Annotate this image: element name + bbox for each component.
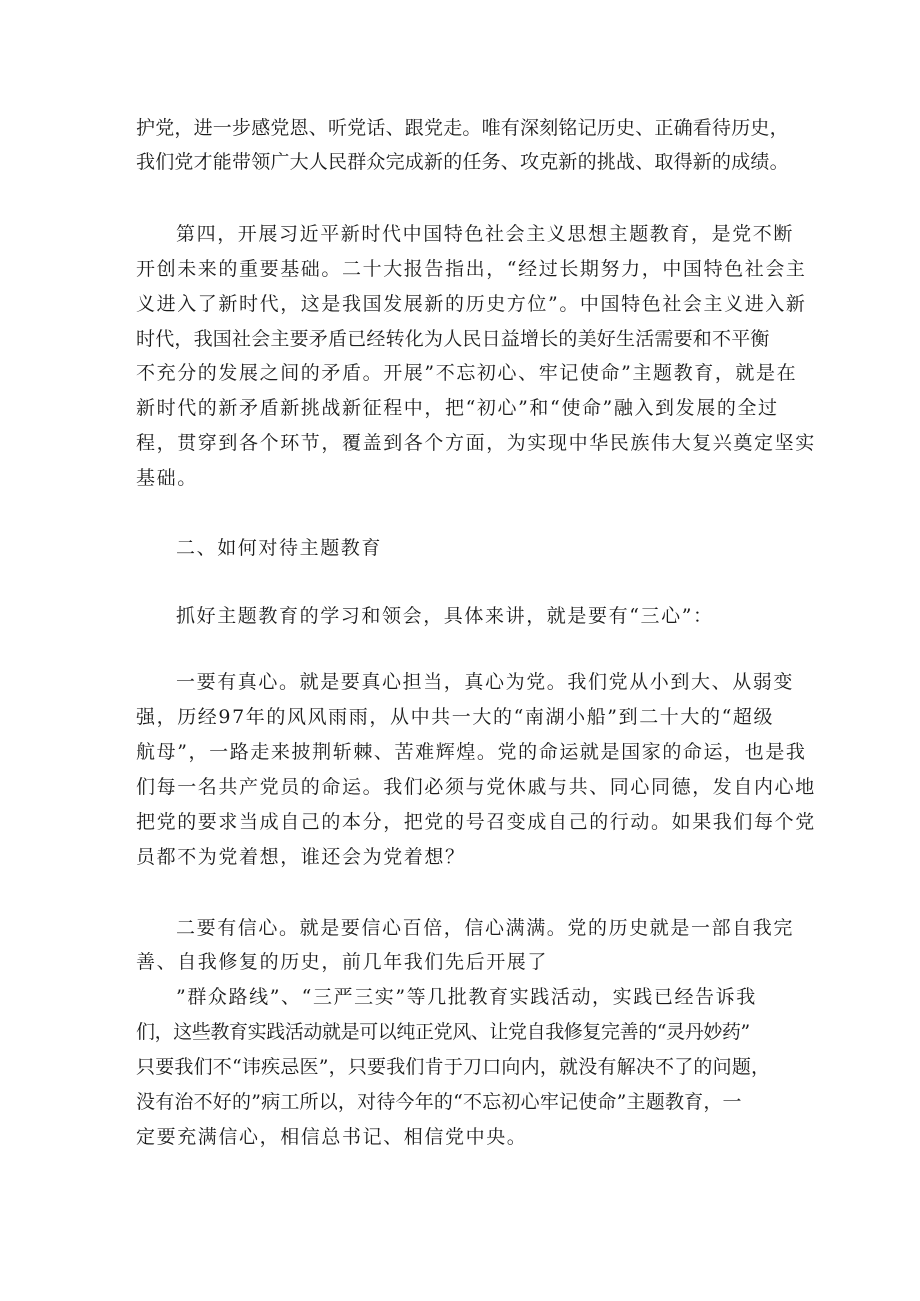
paragraph-4-line-4: 们每一名共产党员的命运。我们必须与党休戚与共、同心同德，发自内心地	[136, 776, 816, 798]
paragraph-2-line-6: 新时代的新矛盾新挑战新征程中，把“初心”和“使命”融入到发展的全过	[136, 397, 779, 419]
paragraph-5-line-6: 没有治不好的”病工所以，对待今年的“不忘初心牢记使命”主题教育，一	[136, 1091, 742, 1113]
paragraph-2-line-5: 不充分的发展之间的矛盾。开展”不忘初心、牢记使命”主题教育，就是在	[136, 362, 798, 384]
paragraph-2-line-1: 第四，开展习近平新时代中国特色社会主义思想主题教育，是党不断	[176, 223, 795, 245]
paragraph-2-line-4: 时代，我国社会主要矛盾已经转化为人民日益增长的美好生活需要和不平衡	[136, 328, 770, 350]
paragraph-5-line-1: 二要有信心。就是要信心百倍，信心满满。党的历史就是一部自我完	[176, 917, 795, 939]
paragraph-5-line-7: 定要充满信心，相信总书记、相信党中央。	[136, 1126, 528, 1148]
paragraph-4-line-1: 一要有真心。就是要真心担当，真心为党。我们党从小到大、从弱变	[176, 671, 795, 693]
paragraph-4-line-2: 强，历经97年的风风雨雨，从中共一大的“南湖小船”到二十大的“超级	[136, 706, 775, 728]
paragraph-2-line-3: 义进入了新时代，这是我国发展新的历史方位”。中国特色社会主义进入新	[136, 293, 807, 315]
paragraph-2-line-8: 基础。	[136, 467, 198, 489]
paragraph-4-line-6: 员都不为党着想，谁还会为党着想？	[136, 846, 466, 868]
paragraph-5-line-2: 善、自我修复的历史，前几年我们先后开展了	[136, 951, 549, 973]
paragraph-5-line-3: ”群众路线”、“三严三实”等几批教育实践活动，实践已经告诉我	[176, 986, 757, 1008]
paragraph-1-line-1: 护党，进一步感党恩、听党话、跟党走。唯有深刻铭记历史、正确看待历史，	[136, 117, 789, 139]
paragraph-4-line-5: 把党的要求当成自己的本分，把党的号召变成自己的行动。如果我们每个党	[136, 811, 816, 833]
paragraph-1-line-2: 我们党才能带领广大人民群众完成新的任务、攻克新的挑战、取得新的成绩。	[136, 151, 789, 173]
paragraph-5-line-4: 们，这些教育实践活动就是可以纯正党风、让党自我修复完善的“灵丹妙药”	[136, 1021, 750, 1043]
paragraph-2-line-2: 开创未来的重要基础。二十大报告指出，“经过长期努力，中国特色社会主	[136, 258, 807, 280]
paragraph-2-line-7: 程，贯穿到各个环节，覆盖到各个方面，为实现中华民族伟大复兴奠定坚实	[136, 432, 816, 454]
paragraph-5-line-5: 只要我们不“讳疾忌医”，只要我们肯于刀口向内，就没有解决不了的问题，	[136, 1056, 771, 1078]
section-heading: 二、如何对待主题教育	[176, 537, 383, 559]
paragraph-4-line-3: 航母”，一路走来披荆斩棘、苦难辉煌。党的命运就是国家的命运，也是我	[136, 741, 807, 763]
paragraph-3-line-1: 抓好主题教育的学习和领会，具体来讲，就是要有“三心”：	[176, 605, 714, 627]
